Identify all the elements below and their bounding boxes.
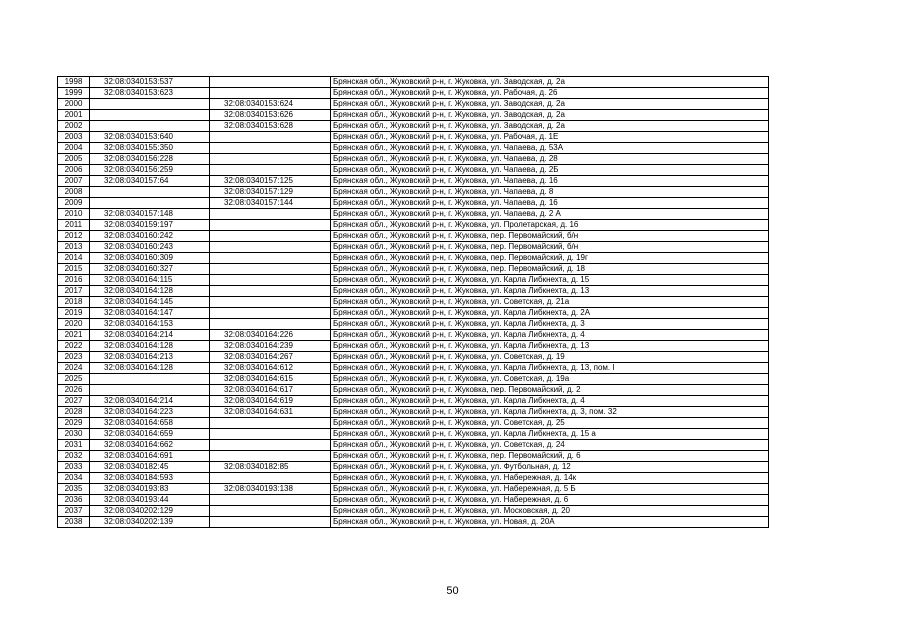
address-cell: Брянская обл., Жуковский р-н, г. Жуковка, ул. Советская, д. 19 bbox=[331, 352, 769, 363]
linked-cadastral-number-cell bbox=[210, 77, 331, 88]
address-cell: Брянская обл., Жуковский р-н, г. Жуковка, пер. Первомайский, д. 19г bbox=[331, 253, 769, 264]
address-cell: Брянская обл., Жуковский р-н, г. Жуковка, ул. Советская, д. 21а bbox=[331, 297, 769, 308]
table-row bbox=[58, 451, 769, 462]
table-row bbox=[58, 187, 769, 198]
address-cell: Брянская обл., Жуковский р-н, г. Жуковка, ул. Карла Либкнехта, д. 15 а bbox=[331, 429, 769, 440]
row-number-cell: 2038 bbox=[58, 517, 90, 528]
address-cell: Брянская обл., Жуковский р-н, г. Жуковка, ул. Заводская, д. 2а bbox=[331, 99, 769, 110]
cadastral-number-cell: 32:08:0340182:45 bbox=[90, 462, 210, 473]
cadastral-number-cell: 32:08:0340155:350 bbox=[90, 143, 210, 154]
linked-cadastral-number-cell bbox=[210, 88, 331, 99]
address-cell: Брянская обл., Жуковский р-н, г. Жуковка, ул. Набережная, д. 6 bbox=[331, 495, 769, 506]
cadastral-number-cell: 32:08:0340164:153 bbox=[90, 319, 210, 330]
cadastral-number-cell: 32:08:0340157:148 bbox=[90, 209, 210, 220]
address-cell: Брянская обл., Жуковский р-н, г. Жуковка, ул. Советская, д. 25 bbox=[331, 418, 769, 429]
cadastral-number-cell: 32:08:0340164:213 bbox=[90, 352, 210, 363]
table-row bbox=[58, 396, 769, 407]
address-cell: Брянская обл., Жуковский р-н, г. Жуковка, пер. Первомайский, б/н bbox=[331, 231, 769, 242]
row-number-cell: 2029 bbox=[58, 418, 90, 429]
cadastral-number-cell bbox=[90, 121, 210, 132]
linked-cadastral-number-cell: 32:08:0340164:631 bbox=[210, 407, 331, 418]
cadastral-number-cell bbox=[90, 187, 210, 198]
address-cell: Брянская обл., Жуковский р-н, г. Жуковка, ул. Советская, д. 24 bbox=[331, 440, 769, 451]
address-cell: Брянская обл., Жуковский р-н, г. Жуковка, ул. Рабочая, д. 26 bbox=[331, 88, 769, 99]
table-row bbox=[58, 418, 769, 429]
table-row bbox=[58, 352, 769, 363]
cadastral-number-cell: 32:08:0340164:691 bbox=[90, 451, 210, 462]
address-cell: Брянская обл., Жуковский р-н, г. Жуковка, ул. Чапаева, д. 2 А bbox=[331, 209, 769, 220]
table-row bbox=[58, 440, 769, 451]
cadastral-number-cell: 32:08:0340184:593 bbox=[90, 473, 210, 484]
table-row bbox=[58, 143, 769, 154]
cadastral-number-cell: 32:08:0340164:128 bbox=[90, 341, 210, 352]
linked-cadastral-number-cell bbox=[210, 517, 331, 528]
cadastral-number-cell: 32:08:0340202:139 bbox=[90, 517, 210, 528]
row-number-cell: 2011 bbox=[58, 220, 90, 231]
row-number-cell: 2001 bbox=[58, 110, 90, 121]
row-number-cell: 2036 bbox=[58, 495, 90, 506]
address-cell: Брянская обл., Жуковский р-н, г. Жуковка, ул. Заводская, д. 2а bbox=[331, 121, 769, 132]
row-number-cell: 2017 bbox=[58, 286, 90, 297]
linked-cadastral-number-cell: 32:08:0340153:624 bbox=[210, 99, 331, 110]
table-row bbox=[58, 385, 769, 396]
cadastral-number-cell: 32:08:0340157:64 bbox=[90, 176, 210, 187]
table-row bbox=[58, 407, 769, 418]
row-number-cell: 2033 bbox=[58, 462, 90, 473]
cadastral-number-cell: 32:08:0340153:623 bbox=[90, 88, 210, 99]
linked-cadastral-number-cell bbox=[210, 506, 331, 517]
page-number: 50 bbox=[446, 585, 459, 597]
row-number-cell: 2037 bbox=[58, 506, 90, 517]
address-cell: Брянская обл., Жуковский р-н, г. Жуковка, ул. Карла Либкнехта, д. 2А bbox=[331, 308, 769, 319]
address-cell: Брянская обл., Жуковский р-н, г. Жуковка, ул. Заводская, д. 2а bbox=[331, 77, 769, 88]
linked-cadastral-number-cell: 32:08:0340157:125 bbox=[210, 176, 331, 187]
table-row bbox=[58, 231, 769, 242]
row-number-cell: 2023 bbox=[58, 352, 90, 363]
table-row bbox=[58, 495, 769, 506]
cadastral-number-cell: 32:08:0340164:659 bbox=[90, 429, 210, 440]
row-number-cell: 2034 bbox=[58, 473, 90, 484]
linked-cadastral-number-cell bbox=[210, 242, 331, 253]
linked-cadastral-number-cell bbox=[210, 286, 331, 297]
cadastral-number-cell: 32:08:0340164:662 bbox=[90, 440, 210, 451]
address-cell: Брянская обл., Жуковский р-н, г. Жуковка, ул. Карла Либкнехта, д. 13 bbox=[331, 341, 769, 352]
address-cell: Брянская обл., Жуковский р-н, г. Жуковка, ул. Пролетарская, д. 16 bbox=[331, 220, 769, 231]
table-row bbox=[58, 319, 769, 330]
table-row bbox=[58, 253, 769, 264]
linked-cadastral-number-cell: 32:08:0340164:226 bbox=[210, 330, 331, 341]
linked-cadastral-number-cell: 32:08:0340164:617 bbox=[210, 385, 331, 396]
cadastral-number-cell: 32:08:0340164:147 bbox=[90, 308, 210, 319]
row-number-cell: 2020 bbox=[58, 319, 90, 330]
cadastral-number-cell: 32:08:0340164:214 bbox=[90, 330, 210, 341]
address-cell: Брянская обл., Жуковский р-н, г. Жуковка, ул. Карла Либкнехта, д. 3 bbox=[331, 319, 769, 330]
address-cell: Брянская обл., Жуковский р-н, г. Жуковка, пер. Первомайский, д. 18 bbox=[331, 264, 769, 275]
cadastral-number-cell: 32:08:0340153:537 bbox=[90, 77, 210, 88]
cadastral-number-cell bbox=[90, 99, 210, 110]
linked-cadastral-number-cell bbox=[210, 209, 331, 220]
row-number-cell: 2005 bbox=[58, 154, 90, 165]
address-cell: Брянская обл., Жуковский р-н, г. Жуковка, ул. Карла Либкнехта, д. 15 bbox=[331, 275, 769, 286]
address-cell: Брянская обл., Жуковский р-н, г. Жуковка, ул. Карла Либкнехта, д. 13 bbox=[331, 286, 769, 297]
row-number-cell: 2021 bbox=[58, 330, 90, 341]
address-cell: Брянская обл., Жуковский р-н, г. Жуковка, пер. Первомайский, д. 6 bbox=[331, 451, 769, 462]
table-row bbox=[58, 462, 769, 473]
address-cell: Брянская обл., Жуковский р-н, г. Жуковка, ул. Советская, д. 19а bbox=[331, 374, 769, 385]
row-number-cell: 2015 bbox=[58, 264, 90, 275]
linked-cadastral-number-cell: 32:08:0340157:144 bbox=[210, 198, 331, 209]
table-row bbox=[58, 154, 769, 165]
row-number-cell: 2014 bbox=[58, 253, 90, 264]
row-number-cell: 2006 bbox=[58, 165, 90, 176]
address-cell: Брянская обл., Жуковский р-н, г. Жуковка, ул. Чапаева, д. 2Б bbox=[331, 165, 769, 176]
address-cell: Брянская обл., Жуковский р-н, г. Жуковка, ул. Чапаева, д. 28 bbox=[331, 154, 769, 165]
cadastral-number-cell: 32:08:0340164:145 bbox=[90, 297, 210, 308]
row-number-cell: 2032 bbox=[58, 451, 90, 462]
row-number-cell: 2012 bbox=[58, 231, 90, 242]
address-cell: Брянская обл., Жуковский р-н, г. Жуковка, ул. Московская, д. 20 bbox=[331, 506, 769, 517]
address-cell: Брянская обл., Жуковский р-н, г. Жуковка, ул. Карла Либкнехта, д. 4 bbox=[331, 396, 769, 407]
cadastral-number-cell bbox=[90, 198, 210, 209]
row-number-cell: 2030 bbox=[58, 429, 90, 440]
cadastral-number-cell: 32:08:0340159:197 bbox=[90, 220, 210, 231]
address-cell: Брянская обл., Жуковский р-н, г. Жуковка, ул. Рабочая, д. 1Е bbox=[331, 132, 769, 143]
row-number-cell: 1999 bbox=[58, 88, 90, 99]
cadastral-number-cell: 32:08:0340156:228 bbox=[90, 154, 210, 165]
cadastral-number-cell: 32:08:0340156:259 bbox=[90, 165, 210, 176]
address-cell: Брянская обл., Жуковский р-н, г. Жуковка, ул. Чапаева, д. 8 bbox=[331, 187, 769, 198]
linked-cadastral-number-cell bbox=[210, 253, 331, 264]
address-cell: Брянская обл., Жуковский р-н, г. Жуковка, ул. Футбольная, д. 12 bbox=[331, 462, 769, 473]
row-number-cell: 2008 bbox=[58, 187, 90, 198]
linked-cadastral-number-cell: 32:08:0340164:239 bbox=[210, 341, 331, 352]
cadastral-number-cell bbox=[90, 374, 210, 385]
row-number-cell: 2016 bbox=[58, 275, 90, 286]
linked-cadastral-number-cell bbox=[210, 451, 331, 462]
linked-cadastral-number-cell: 32:08:0340164:619 bbox=[210, 396, 331, 407]
linked-cadastral-number-cell bbox=[210, 275, 331, 286]
row-number-cell: 2007 bbox=[58, 176, 90, 187]
row-number-cell: 2009 bbox=[58, 198, 90, 209]
row-number-cell: 2028 bbox=[58, 407, 90, 418]
linked-cadastral-number-cell: 32:08:0340153:628 bbox=[210, 121, 331, 132]
table-row bbox=[58, 363, 769, 374]
table-row bbox=[58, 517, 769, 528]
address-cell: Брянская обл., Жуковский р-н, г. Жуковка, ул. Карла Либкнехта, д. 4 bbox=[331, 330, 769, 341]
address-cell: Брянская обл., Жуковский р-н, г. Жуковка, ул. Заводская, д. 2а bbox=[331, 110, 769, 121]
table-row bbox=[58, 275, 769, 286]
row-number-cell: 2025 bbox=[58, 374, 90, 385]
table-row bbox=[58, 176, 769, 187]
table-row bbox=[58, 121, 769, 132]
table-row bbox=[58, 209, 769, 220]
linked-cadastral-number-cell bbox=[210, 429, 331, 440]
linked-cadastral-number-cell: 32:08:0340164:267 bbox=[210, 352, 331, 363]
linked-cadastral-number-cell bbox=[210, 308, 331, 319]
row-number-cell: 2000 bbox=[58, 99, 90, 110]
linked-cadastral-number-cell bbox=[210, 473, 331, 484]
table-row bbox=[58, 506, 769, 517]
linked-cadastral-number-cell bbox=[210, 165, 331, 176]
address-cell: Брянская обл., Жуковский р-н, г. Жуковка, ул. Карла Либкнехта, д. 3, пом. 32 bbox=[331, 407, 769, 418]
cadastral-number-cell: 32:08:0340160:242 bbox=[90, 231, 210, 242]
cadastral-number-cell bbox=[90, 385, 210, 396]
row-number-cell: 2003 bbox=[58, 132, 90, 143]
table-row bbox=[58, 429, 769, 440]
linked-cadastral-number-cell bbox=[210, 132, 331, 143]
address-cell: Брянская обл., Жуковский р-н, г. Жуковка, ул. Карла Либкнехта, д. 13, пом. I bbox=[331, 363, 769, 374]
linked-cadastral-number-cell bbox=[210, 143, 331, 154]
table-row bbox=[58, 484, 769, 495]
row-number-cell: 2024 bbox=[58, 363, 90, 374]
linked-cadastral-number-cell: 32:08:0340164:612 bbox=[210, 363, 331, 374]
table-row bbox=[58, 88, 769, 99]
row-number-cell: 2035 bbox=[58, 484, 90, 495]
row-number-cell: 2013 bbox=[58, 242, 90, 253]
table-row bbox=[58, 330, 769, 341]
table-row bbox=[58, 198, 769, 209]
row-number-cell: 1998 bbox=[58, 77, 90, 88]
cadastral-number-cell: 32:08:0340160:243 bbox=[90, 242, 210, 253]
cadastral-number-cell bbox=[90, 110, 210, 121]
table-row bbox=[58, 286, 769, 297]
cadastral-number-cell: 32:08:0340153:640 bbox=[90, 132, 210, 143]
linked-cadastral-number-cell bbox=[210, 231, 331, 242]
row-number-cell: 2019 bbox=[58, 308, 90, 319]
cadastral-number-cell: 32:08:0340160:327 bbox=[90, 264, 210, 275]
cadastral-number-cell: 32:08:0340193:83 bbox=[90, 484, 210, 495]
table-row bbox=[58, 242, 769, 253]
linked-cadastral-number-cell: 32:08:0340193:138 bbox=[210, 484, 331, 495]
registry-table-body bbox=[58, 77, 769, 528]
linked-cadastral-number-cell bbox=[210, 495, 331, 506]
row-number-cell: 2004 bbox=[58, 143, 90, 154]
linked-cadastral-number-cell bbox=[210, 220, 331, 231]
linked-cadastral-number-cell bbox=[210, 154, 331, 165]
cadastral-number-cell: 32:08:0340160:309 bbox=[90, 253, 210, 264]
cadastral-number-cell: 32:08:0340164:128 bbox=[90, 286, 210, 297]
table-row bbox=[58, 308, 769, 319]
address-cell: Брянская обл., Жуковский р-н, г. Жуковка, пер. Первомайский, б/н bbox=[331, 242, 769, 253]
address-cell: Брянская обл., Жуковский р-н, г. Жуковка, пер. Первомайский, д. 2 bbox=[331, 385, 769, 396]
linked-cadastral-number-cell: 32:08:0340153:626 bbox=[210, 110, 331, 121]
row-number-cell: 2022 bbox=[58, 341, 90, 352]
linked-cadastral-number-cell bbox=[210, 418, 331, 429]
row-number-cell: 2010 bbox=[58, 209, 90, 220]
cadastral-number-cell: 32:08:0340193:44 bbox=[90, 495, 210, 506]
cadastral-number-cell: 32:08:0340202:129 bbox=[90, 506, 210, 517]
table-row bbox=[58, 132, 769, 143]
table-row bbox=[58, 473, 769, 484]
table-row bbox=[58, 110, 769, 121]
row-number-cell: 2026 bbox=[58, 385, 90, 396]
cadastral-number-cell: 32:08:0340164:115 bbox=[90, 275, 210, 286]
linked-cadastral-number-cell bbox=[210, 264, 331, 275]
cadastral-number-cell: 32:08:0340164:658 bbox=[90, 418, 210, 429]
linked-cadastral-number-cell bbox=[210, 319, 331, 330]
table-row bbox=[58, 341, 769, 352]
cadastral-number-cell: 32:08:0340164:223 bbox=[90, 407, 210, 418]
table-row bbox=[58, 297, 769, 308]
table-row bbox=[58, 264, 769, 275]
cadastral-number-cell: 32:08:0340164:128 bbox=[90, 363, 210, 374]
address-cell: Брянская обл., Жуковский р-н, г. Жуковка, ул. Чапаева, д. 53А bbox=[331, 143, 769, 154]
table-row bbox=[58, 374, 769, 385]
row-number-cell: 2027 bbox=[58, 396, 90, 407]
table-row bbox=[58, 165, 769, 176]
cadastral-number-cell: 32:08:0340164:214 bbox=[90, 396, 210, 407]
linked-cadastral-number-cell bbox=[210, 440, 331, 451]
address-cell: Брянская обл., Жуковский р-н, г. Жуковка, ул. Чапаева, д. 16 bbox=[331, 176, 769, 187]
table-row bbox=[58, 99, 769, 110]
linked-cadastral-number-cell: 32:08:0340182:85 bbox=[210, 462, 331, 473]
address-cell: Брянская обл., Жуковский р-н, г. Жуковка, ул. Набережная, д. 5 Б bbox=[331, 484, 769, 495]
address-cell: Брянская обл., Жуковский р-н, г. Жуковка, ул. Чапаева, д. 16 bbox=[331, 198, 769, 209]
row-number-cell: 2018 bbox=[58, 297, 90, 308]
row-number-cell: 2031 bbox=[58, 440, 90, 451]
row-number-cell: 2002 bbox=[58, 121, 90, 132]
linked-cadastral-number-cell: 32:08:0340164:615 bbox=[210, 374, 331, 385]
registry-table bbox=[57, 76, 769, 528]
address-cell: Брянская обл., Жуковский р-н, г. Жуковка, ул. Новая, д. 20А bbox=[331, 517, 769, 528]
table-row bbox=[58, 77, 769, 88]
table-row bbox=[58, 220, 769, 231]
address-cell: Брянская обл., Жуковский р-н, г. Жуковка, ул. Набережная, д. 14к bbox=[331, 473, 769, 484]
linked-cadastral-number-cell: 32:08:0340157:129 bbox=[210, 187, 331, 198]
linked-cadastral-number-cell bbox=[210, 297, 331, 308]
